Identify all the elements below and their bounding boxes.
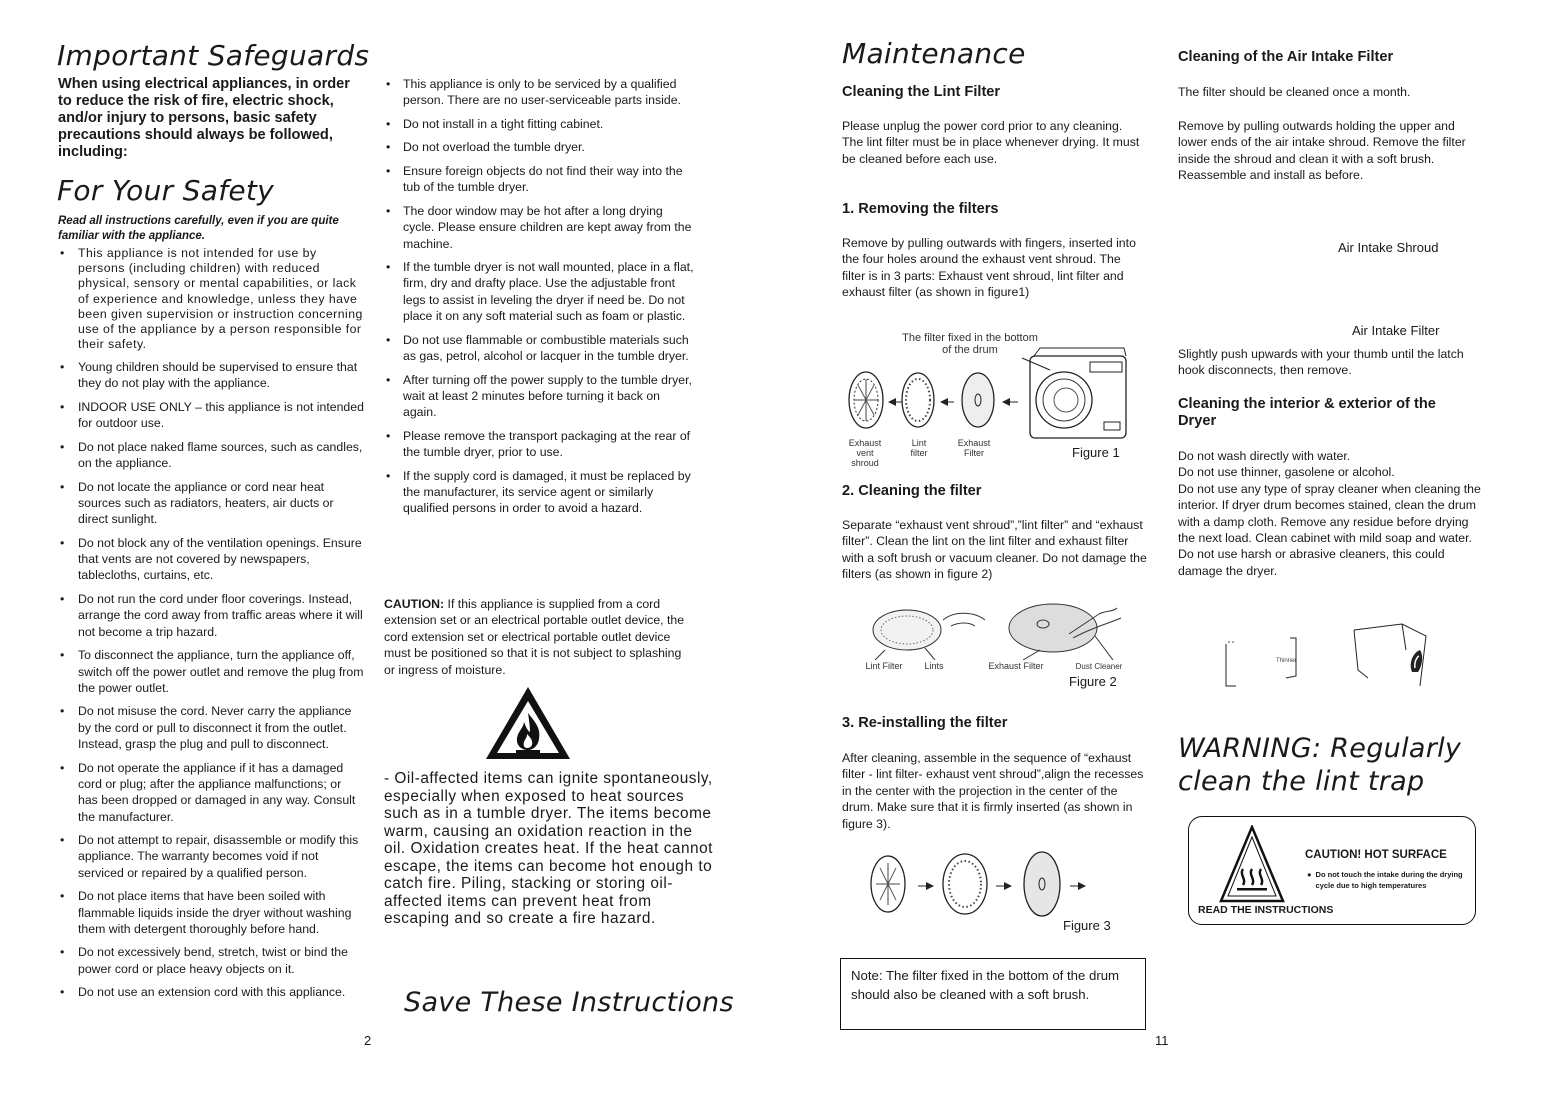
list-item: • Do not use an extension cord with this appliance.	[58, 984, 364, 1000]
note-box: Note: The filter fixed in the bottom of the drum should also be cleaned with a soft brush.	[840, 958, 1146, 1030]
section-title: For Your Safety	[57, 174, 275, 207]
lint-filter-label: Lint Filter	[865, 661, 903, 671]
reassembly-drawing	[860, 848, 1120, 920]
safety-list-col1-cont	[58, 359, 364, 1008]
page-title: Important Safeguards	[57, 39, 370, 72]
oil-warning: - Oil-affected items can ignite spontaneously, especially when exposed to heat sources such as in a tumble dryer. The items become warm, causing an oxidation reaction in the oil. Oxidation creates heat. If the heat cannot escape, the items can become hot enough to catch fire. Piling, stacking or storing oil-affected items can prevent heat from escaping and so create a fire hazard.	[384, 770, 713, 927]
list-item: • Do not locate the appliance or cord near heat sources such as radiators, heaters, air ducts or direct sunlight.	[58, 479, 364, 528]
list-item: • Do not use flammable or combustible materials such as gas, petrol, alcohol or lacquer in the tumble dryer.	[384, 332, 694, 365]
hot-surface-note	[1307, 869, 1472, 891]
figure-callout: The filter fixed in the bottom of the drum	[902, 332, 1038, 356]
hot-surface-icon	[1219, 825, 1285, 903]
safety-list-col1	[58, 246, 364, 359]
air-intake-shroud-label: Air Intake Shroud	[1338, 240, 1439, 255]
list-item: • Do not excessively bend, stretch, twist or bind the power cord or place heavy objects on it.	[58, 944, 364, 977]
bullet-icon: ●	[1307, 870, 1312, 879]
list-item: • Do not run the cord under floor coverings. Instead, arrange the cord away from traffic areas where it will not become a trip hazard.	[58, 591, 364, 640]
caution-text: If this appliance is supplied from a cord extension set or an electrical portable outlet device, the cord extension set or electrical portable outlet device must be positioned so that it is not subject to splashing or ingress of moisture.	[384, 597, 685, 677]
hot-surface-text: Do not touch the intake during the drying cycle due to high temperatures	[1315, 870, 1463, 890]
warning-title: WARNING: Regularly clean the lint trap	[1178, 733, 1462, 797]
list-item: • Do not block any of the ventilation openings. Ensure that vents are not covered by newspapers, tablecloths, curtains, etc.	[58, 535, 364, 584]
air-intake-text-1: The filter should be cleaned once a month.	[1178, 85, 1411, 99]
list-item: • INDOOR USE ONLY – this appliance is not intended for outdoor use.	[58, 399, 364, 432]
dust-cleaner-label: Dust Cleaner	[1075, 662, 1123, 671]
list-item: • Do not overload the tumble dryer.	[384, 139, 694, 155]
removing-filters-heading: 1. Removing the filters	[842, 201, 999, 217]
removing-filters-text: Remove by pulling outwards with fingers, inserted into the four holes around the exhaust vent shroud. The filter is in 3 parts: Exhaust vent shroud, lint filter and exhaust filter (as shown in figure1)	[842, 236, 1136, 300]
figure-caption: Figure 2	[1069, 674, 1117, 689]
list-item: • Do not install in a tight fitting cabinet.	[384, 116, 694, 132]
interior-text: Do not wash directly with water. Do not use thinner, gasolene or alcohol. Do not use any type of spray cleaner when cleaning the interior. If dryer drum becomes stained, clean the drum with a damp cloth. Remove any residue before drying the next load. Clean cabinet with mild soap and water. Do not use harsh or abrasive cleaners, this could damage the dryer.	[1178, 449, 1481, 578]
air-intake-text-2: Remove by pulling outwards holding the upper and lower ends of the air intake shroud. Remove the filter inside the shroud and clean it with a soft brush. Reassemble and install as before.	[1178, 119, 1466, 183]
page-title: Maintenance	[842, 37, 1026, 70]
air-intake-filter-label: Air Intake Filter	[1352, 323, 1440, 338]
list-item: • Do not operate the appliance if it has a damaged cord or plug; after the appliance malfunctions; or has been dropped or damaged in any way. Consult the manufacturer.	[58, 760, 364, 825]
lint-filter-label: Lint filter	[910, 438, 928, 458]
safety-lead: When using electrical appliances, in order to reduce the risk of fire, electric shock, and/or injury to persons, basic safety precautions should always be followed, including:	[58, 76, 350, 160]
list-item: • Ensure foreign objects do not find their way into the tub of the tumble dryer.	[384, 163, 694, 196]
lint-filter-heading: Cleaning the Lint Filter	[842, 84, 1001, 100]
caution-label: CAUTION:	[384, 597, 445, 611]
figure-1	[842, 330, 1142, 468]
list-item: • After turning off the power supply to the tumble dryer, wait at least 2 minutes before turning it back on again.	[384, 372, 694, 421]
exhaust-vent-shroud-label: Exhaust vent shroud	[848, 438, 882, 468]
exhaust-filter-label: Exhaust Filter	[957, 438, 991, 458]
hot-surface-label	[1188, 816, 1476, 925]
list-item: • This appliance is not intended for use by persons (including children) with reduced physical, sensory or mental capabilities, or lack of experience and knowledge, unless they have been given supervision or instruction concerning use of the appliance by a person responsible for their safety.	[58, 246, 364, 352]
cleaning-drawing	[855, 598, 1135, 660]
reinstalling-filter-heading: 3. Re-installing the filter	[842, 715, 1008, 731]
interior-heading: Cleaning the interior & exterior of the Dryer	[1178, 396, 1436, 429]
list-item: • To disconnect the appliance, turn the appliance off, switch off the power outlet and remove the plug from the power outlet.	[58, 647, 364, 696]
list-item: • If the tumble dryer is not wall mounted, place in a flat, firm, dry and drafty place. Use the adjustable front legs to assist in leveling the dryer if need be. Do not place it on any soft material such as foam or plastic.	[384, 259, 694, 324]
page-number: 2	[364, 1033, 372, 1048]
list-item: • If the supply cord is damaged, it must be replaced by the manufacturer, its service agent or similarly qualified persons in order to avoid a hazard.	[384, 468, 694, 517]
thinner-label: Thinner	[1276, 658, 1297, 664]
cleaning-filter-heading: 2. Cleaning the filter	[842, 483, 982, 499]
cleaning-products-illustration	[1222, 620, 1442, 692]
figure-3	[860, 848, 1120, 938]
cleaning-filter-text: Separate “exhaust vent shroud”,”lint filter” and “exhaust filter”. Clean the lint on the lint filter and exhaust filter with a soft brush or vacuum cleaner. Do not damage the filters (as shown in figure 2)	[842, 518, 1147, 582]
air-intake-text-3: Slightly push upwards with your thumb until the latch hook disconnects, then remove.	[1178, 347, 1464, 378]
exhaust-filter-label: Exhaust Filter	[988, 661, 1044, 671]
page-number: 11	[1155, 1033, 1169, 1048]
list-item: • Do not place naked flame sources, such as candles, on the appliance.	[58, 439, 364, 472]
save-instructions: Save These Instructions	[404, 987, 734, 1018]
list-item: • Do not place items that have been soiled with flammable liquids inside the dryer without washing them with detergent thoroughly before hand.	[58, 888, 364, 937]
list-item: • Please remove the transport packaging at the rear of the tumble dryer, prior to use.	[384, 428, 694, 461]
list-item: • Young children should be supervised to ensure that they do not play with the appliance.	[58, 359, 364, 392]
caution-paragraph	[384, 596, 694, 678]
list-item: • The door window may be hot after a long drying cycle. Please ensure children are kept away from the machine.	[384, 203, 694, 252]
list-item: • This appliance is only to be serviced by a qualified person. There are no user-serviceable parts inside.	[384, 76, 694, 109]
figure-caption: Figure 1	[1072, 445, 1120, 460]
reinstalling-filter-text: After cleaning, assemble in the sequence of “exhaust filter - lint filter- exhaust vent shroud”,align the recesses in the center with the projection in the center of the drum. Make sure that it is firmly inserted (as shown in figure 3).	[842, 751, 1144, 831]
figure-2	[855, 598, 1135, 690]
hot-surface-title: CAUTION! HOT SURFACE	[1305, 849, 1447, 861]
list-item: • Do not misuse the cord. Never carry the appliance by the cord or pull to disconnect it from the outlet. Instead, grasp the plug and pull to disconnect.	[58, 703, 364, 752]
list-item: • Do not attempt to repair, disassemble or modify this appliance. The warranty becomes void if not serviced or repaired by a qualified person.	[58, 832, 364, 881]
lint-filter-text: Please unplug the power cord prior to any cleaning. The lint filter must be in place whenever drying. It must be cleaned before each use.	[842, 119, 1140, 166]
figure-caption: Figure 3	[1063, 918, 1111, 933]
air-intake-heading: Cleaning of the Air Intake Filter	[1178, 49, 1394, 65]
fire-warning-icon	[483, 684, 573, 762]
read-instructions-note: Read all instructions carefully, even if you are quite familiar with the appliance.	[58, 215, 339, 242]
safety-list-col2	[384, 76, 694, 524]
lints-label: Lints	[924, 661, 944, 671]
read-instructions-label: READ THE INSTRUCTIONS	[1198, 904, 1334, 916]
